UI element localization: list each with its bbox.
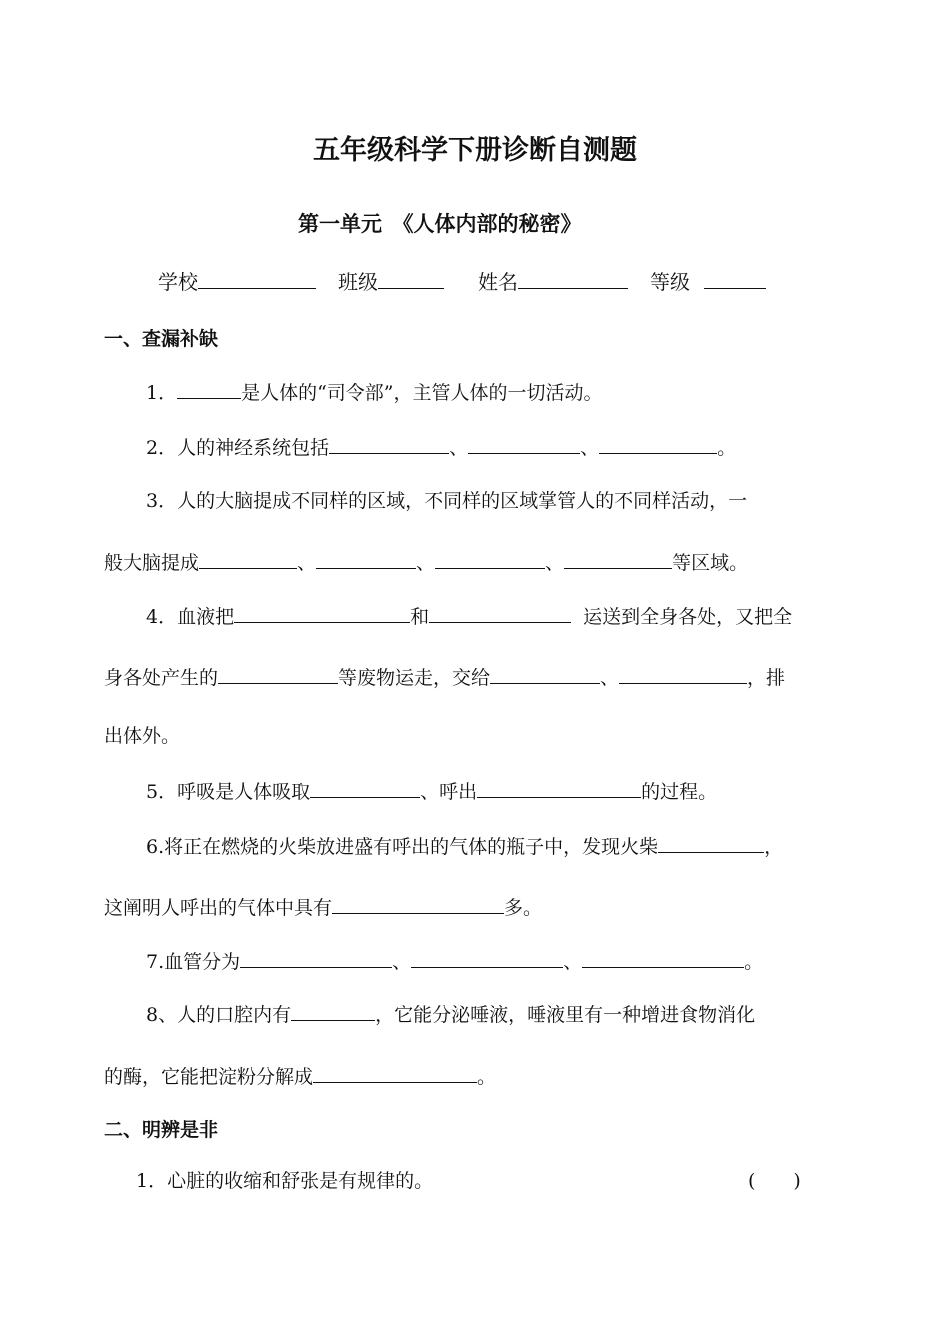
question-8-line-2 <box>104 1062 496 1090</box>
section-heading-2: 二、明辨是非 <box>104 1119 219 1141</box>
question-3-line-2 <box>104 548 748 576</box>
q4-line2-mid: 等废物运走，交给 <box>338 667 491 689</box>
q7-start: 7.血管分为 <box>146 951 241 973</box>
q2-blank-3[interactable] <box>599 433 717 454</box>
q6-blank-2[interactable] <box>332 893 504 914</box>
q8-after: ，它能分泌唾液，唾液里有一种增进食物消化 <box>375 1004 756 1026</box>
q3-blank-2[interactable] <box>316 548 416 569</box>
question-1 <box>146 378 603 406</box>
q8-start: 8、人的口腔内有 <box>146 1004 292 1026</box>
q3-start: 般大脑提成 <box>104 552 200 574</box>
q5-end: 的过程。 <box>641 781 718 803</box>
q8-blank-2[interactable] <box>313 1062 477 1083</box>
question-6-line-1 <box>146 832 783 860</box>
q1-blank[interactable] <box>177 378 241 399</box>
q7-end: 。 <box>744 951 764 973</box>
q2-blank-2[interactable] <box>468 433 580 454</box>
q7-blank-2[interactable] <box>411 947 563 968</box>
q1-text: 是人体的“司令部”，主管人体的一切活动。 <box>241 382 603 404</box>
name-label: 姓名 <box>478 270 518 294</box>
q3-end: 等区域。 <box>672 552 749 574</box>
q3-blank-1[interactable] <box>199 548 297 569</box>
q2-sep-2: 、 <box>580 437 600 459</box>
q5-start: 5．呼吸是人体吸取 <box>146 781 311 803</box>
q4-blank-2[interactable] <box>429 602 571 623</box>
q7-blank-1[interactable] <box>240 947 392 968</box>
q2-text: 人的神经系统包括 <box>177 437 330 459</box>
q4-blank-1[interactable] <box>234 602 410 623</box>
q4-blank-5[interactable] <box>619 663 747 684</box>
q4-mid: 和 <box>410 606 430 628</box>
q3-blank-3[interactable] <box>435 548 545 569</box>
q2-number: 2． <box>146 437 178 459</box>
q8-blank-1[interactable] <box>291 1000 375 1021</box>
q5-mid: 、呼出 <box>420 781 478 803</box>
q3-sep-3: 、 <box>545 552 565 574</box>
question-8-line-1 <box>146 1000 755 1028</box>
unit-subtitle: 第一单元 《人体内部的秘密》 <box>298 212 582 236</box>
q3-sep-2: 、 <box>416 552 436 574</box>
q2-end: 。 <box>717 437 737 459</box>
q2-sep-1: 、 <box>449 437 469 459</box>
q4-line2-end: ，排 <box>747 667 786 689</box>
q5-blank-1[interactable] <box>310 777 420 798</box>
q4-start: 4．血液把 <box>146 606 235 628</box>
q7-sep-2: 、 <box>563 951 583 973</box>
judge-question-1: 1．心脏的收缩和舒张是有规律的。 <box>136 1170 434 1192</box>
q6-line2-end: 多。 <box>504 897 543 919</box>
question-4-line-1 <box>146 602 792 630</box>
judge-answer-paren[interactable]: ( ) <box>748 1170 801 1192</box>
question-7 <box>146 947 763 975</box>
q5-blank-2[interactable] <box>477 777 641 798</box>
question-3-line-1: 3．人的大脑提成不同样的区域，不同样的区域掌管人的不同样活动，一 <box>146 490 748 512</box>
q6-line2-start: 这阐明人呼出的气体中具有 <box>104 897 333 919</box>
question-5 <box>146 777 717 805</box>
grade-label: 等级 <box>650 270 690 294</box>
q1-number: 1． <box>146 382 178 404</box>
name-blank[interactable] <box>518 268 628 289</box>
question-6-line-2 <box>104 893 542 921</box>
q6-start: 6.将正在燃烧的火柴放进盛有呼出的气体的瓶子中，发现火柴 <box>146 836 659 858</box>
q3-sep-1: 、 <box>297 552 317 574</box>
question-2 <box>146 433 736 461</box>
q7-blank-3[interactable] <box>582 947 744 968</box>
q4-after: 运送到全身各处，又把全 <box>583 606 793 628</box>
q2-blank-1[interactable] <box>329 433 449 454</box>
question-4-line-2 <box>104 663 785 691</box>
grade-blank[interactable] <box>704 268 766 289</box>
q4-sep: 、 <box>600 667 620 689</box>
q4-blank-4[interactable] <box>490 663 600 684</box>
q7-sep-1: 、 <box>392 951 412 973</box>
q8-end: 。 <box>477 1066 497 1088</box>
header-fields <box>158 266 766 295</box>
school-label: 学校 <box>158 270 198 294</box>
q3-blank-4[interactable] <box>564 548 672 569</box>
q4-line2-start: 身各处产生的 <box>104 667 219 689</box>
q8-line2-start: 的酶，它能把淀粉分解成 <box>104 1066 314 1088</box>
q6-blank-1[interactable] <box>658 832 764 853</box>
school-blank[interactable] <box>198 268 316 289</box>
page-title: 五年级科学下册诊断自测题 <box>313 135 637 166</box>
q6-end: ， <box>764 836 784 858</box>
class-blank[interactable] <box>378 268 444 289</box>
question-4-line-3: 出体外。 <box>104 725 181 747</box>
class-label: 班级 <box>338 270 378 294</box>
section-heading: 一、查漏补缺 <box>104 328 219 350</box>
q4-blank-3[interactable] <box>218 663 338 684</box>
